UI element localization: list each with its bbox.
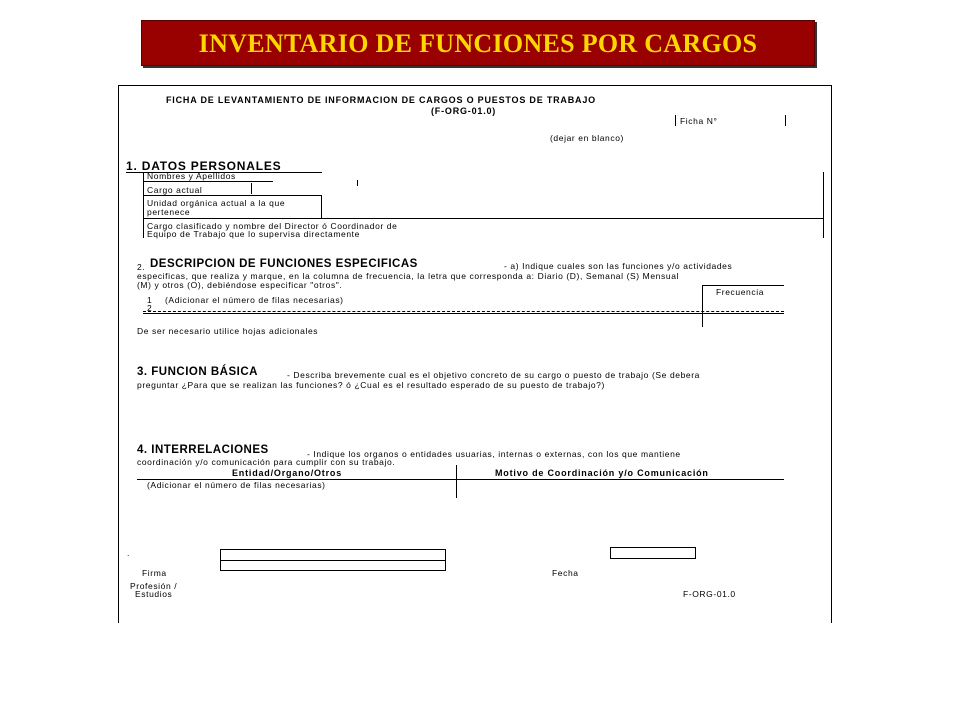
frecuencia-divider: [702, 285, 703, 327]
interrelaciones-col1: Entidad/Organo/Otros: [232, 468, 343, 478]
form-header-title: FICHA DE LEVANTAMIENTO DE INFORMACION DE CARGOS O PUESTOS DE TRABAJO: [166, 95, 596, 105]
section1-right-border: [823, 172, 824, 238]
section2-desc-3: (M) y otros (O), debiéndose especificar "otros".: [137, 280, 343, 290]
firma-label: Firma: [142, 568, 167, 578]
section4-desc-1: - Indique los organos o entidades usuarias, internas o externas, con los que mantiene: [307, 449, 681, 459]
interrelaciones-row-note: (Adicionar el número de filas necesarias): [147, 480, 326, 490]
form-header-code: (F-ORG-01.0): [431, 106, 497, 116]
row2-number: 2: [147, 303, 153, 313]
unidad-label-1: Unidad orgánica actual a la que: [147, 198, 286, 208]
page-title: INVENTARIO DE FUNCIONES POR CARGOS: [198, 29, 758, 58]
director-label-2: Equipo de Trabajo que lo supervisa directamente: [147, 229, 360, 239]
section4-desc-2: coordinación y/o comunicación para cumplir con su trabajo.: [137, 457, 396, 467]
cargo-label: Cargo actual: [147, 185, 203, 195]
section4-heading: 4. INTERRELACIONES: [137, 444, 269, 456]
unidad-underline: [143, 218, 823, 219]
form-code-footer: F-ORG-01.0: [683, 589, 736, 599]
section2-row-line: [143, 311, 784, 312]
profesion-label-1: Profesión /: [130, 581, 178, 591]
section3-heading: 3. FUNCION BÁSICA: [137, 366, 258, 378]
section2-desc-1: - a) Indique cuales son las funciones y/o actividades: [504, 261, 733, 271]
nombres-underline: [143, 181, 273, 182]
nombres-tick: [357, 180, 358, 186]
section2-heading: DESCRIPCION DE FUNCIONES ESPECIFICAS: [150, 258, 418, 270]
row1-text: (Adicionar el número de filas necesarias): [165, 295, 344, 305]
director-label-1: Cargo clasificado y nombre del Director ó Coordinador de: [147, 221, 398, 231]
section3-desc-2: preguntar ¿Para que se realizan las funciones? ó ¿Cual es el resultado esperado de su puesto de trabajo?): [137, 380, 605, 390]
cargo-divider: [251, 183, 252, 194]
section2-note: De ser necesario utilice hojas adicionales: [137, 326, 319, 336]
frecuencia-top: [702, 285, 784, 286]
footer-dot: .: [127, 548, 130, 558]
section1-heading: 1. DATOS PERSONALES: [126, 159, 282, 173]
fecha-label: Fecha: [552, 568, 579, 578]
section2-number: 2.: [137, 262, 146, 272]
interrelaciones-col2: Motivo de Coordinación y/o Comunicación: [495, 468, 709, 478]
fecha-box[interactable]: [610, 547, 696, 559]
firma-box-bottom[interactable]: [220, 560, 446, 571]
frecuencia-label: Frecuencia: [716, 287, 765, 297]
ficha-label: Ficha N°: [680, 116, 718, 126]
title-banner: [141, 20, 815, 66]
profesion-label-2: Estudios: [135, 589, 173, 599]
section2-row-line-2: [143, 313, 784, 314]
unidad-label-2: pertenece: [147, 207, 191, 217]
section3-desc-1: - Describa brevemente cual es el objetivo concreto de su cargo o puesto de trabajo (Se debera: [287, 370, 701, 380]
section2-desc-2: especificas, que realiza y marque, en la columna de frecuencia, la letra que corresponda a: Diario (D), Semanal (S) Mensual: [137, 271, 680, 281]
ficha-left-border: [675, 115, 676, 126]
interrelaciones-divider: [456, 465, 457, 498]
cargo-underline: [143, 195, 321, 196]
row1-number: 1: [147, 295, 153, 305]
ficha-right-border: [785, 115, 786, 126]
nombres-label: Nombres y Apellidos: [147, 171, 236, 181]
blank-note: (dejar en blanco): [550, 133, 624, 143]
unidad-divider: [321, 195, 322, 218]
